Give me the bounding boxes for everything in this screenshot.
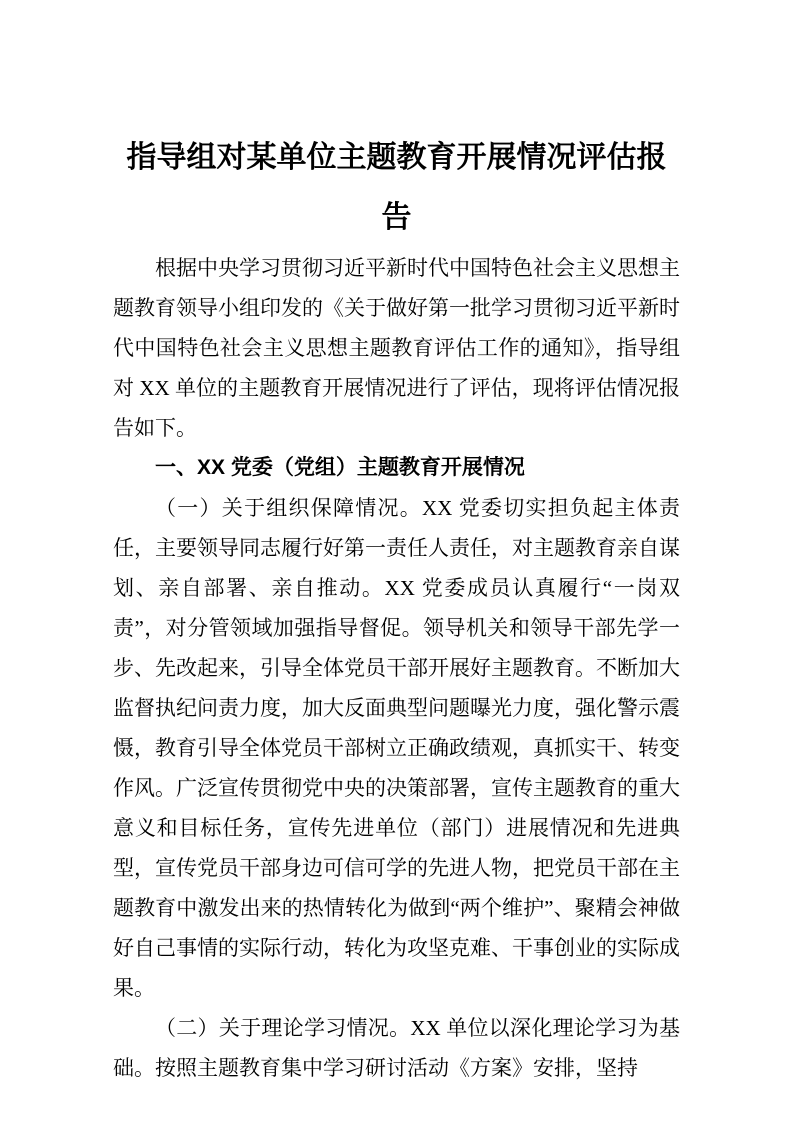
section-1-heading: 一、XX 党委（党组）主题教育开展情况 [155, 456, 525, 479]
section-1-item-1-paragraph: （一）关于组织保障情况。XX 党委切实担负起主体责任，主要领导同志履行好第一责任人责任，对主题教育亲自谋划、亲自部署、亲自推动。XX 党委成员认真履行“一岗双责”，对分管领域加强指导督促。领导机关和领导干部先学一步、先改起来，引导全体党员干部开展好主题教育。不断加大监督执纪问责力度，加大反面典型问题曝光力度，强化警示震慑，教育引导全体党员干部树立正确政绩观，真抓实干、转变作风。广泛宣传贯彻党中央的决策部署，宣传主题教育的重大意义和目标任务，宣传先进单位（部门）进展情况和先进典型，宣传党员干部身边可信可学的先进人物，把党员干部在主题教育中激发出来的热情转化为做到“两个维护”、聚精会神做好自己事情的实际行动，转化为攻坚克难、干事创业的实际成果。 [113, 496, 680, 1000]
document-title: 指导组对某单位主题教育开展情况评估报告 [126, 141, 667, 234]
intro-paragraph: 根据中央学习贯彻习近平新时代中国特色社会主义思想主题教育领导小组印发的《关于做好第一批学习贯彻习近平新时代中国特色社会主义思想主题教育评估工作的通知》，指导组对 XX 单位的主题教育开展情况进行了评估，现将评估情况报告如下。 [113, 256, 680, 440]
section-1-item-2-paragraph: （二）关于理论学习情况。XX 单位以深化理论学习为基础。按照主题教育集中学习研讨活动《方案》安排，坚持 [113, 1016, 680, 1080]
